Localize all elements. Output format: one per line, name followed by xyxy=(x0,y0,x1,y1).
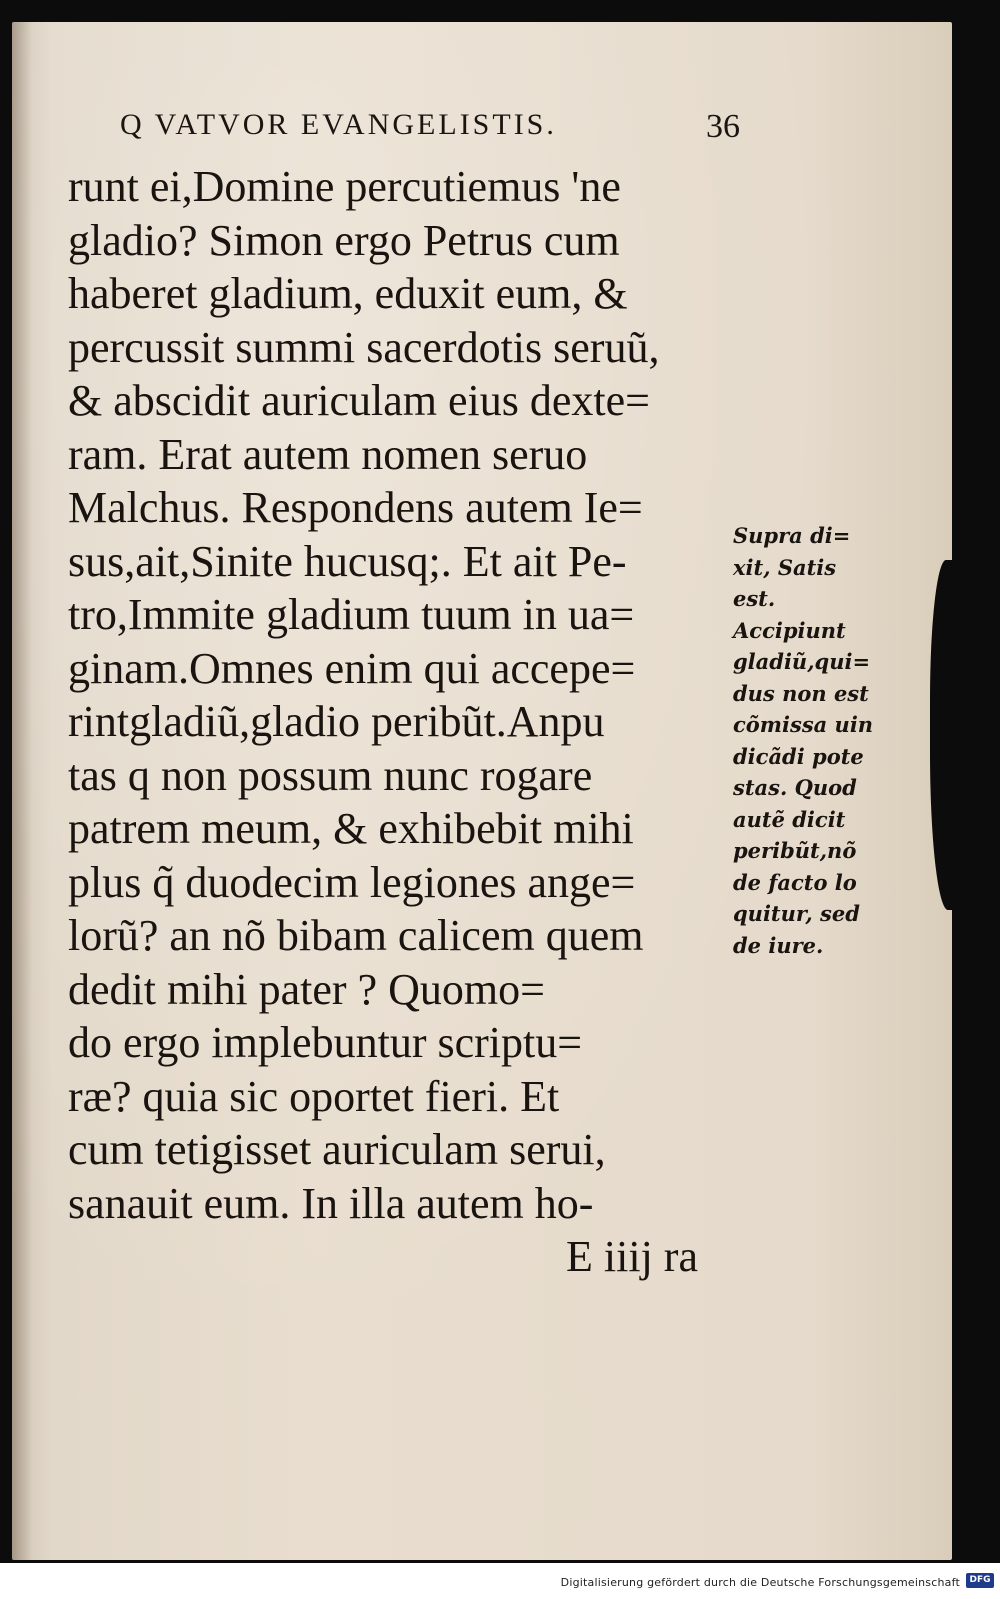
text-line: rintgladiũ,gladio peribũt.Anpu xyxy=(68,697,605,746)
text-line: patrem meum, & exhibebit mihi xyxy=(68,804,634,853)
marginal-note-line: de facto lo xyxy=(733,869,857,895)
text-line: ræ? quia sic oportet fieri. Et xyxy=(68,1071,560,1121)
text-line: lorũ? an nõ bibam calicem quem xyxy=(68,911,644,960)
marginal-note-line: autẽ dicit xyxy=(733,806,846,832)
text-line: & abscidit auriculam eius dexte= xyxy=(68,376,650,425)
text-line: tas q non possum nunc rogare xyxy=(68,750,593,800)
text-line: ram. Erat autem nomen seruo xyxy=(68,429,588,479)
marginal-note-line: gladiũ,qui= xyxy=(733,649,871,674)
running-head: Q VATVOR EVANGELISTIS. xyxy=(120,108,557,141)
page-gutter-shadow xyxy=(12,22,32,1560)
marginal-note-line: xit, Satis xyxy=(733,554,837,580)
marginal-note-line: stas. Quod xyxy=(733,775,857,800)
marginal-note-line: Supra di= xyxy=(733,523,851,548)
catchword: E iiij ra xyxy=(566,1232,698,1281)
marginal-note-line: peribũt,nõ xyxy=(733,838,857,863)
marginal-note-line: dus non est xyxy=(733,680,869,706)
page-damage xyxy=(930,560,970,910)
text-line: Malchus. Respondens autem Ie= xyxy=(68,483,643,532)
footer-bar xyxy=(0,1563,1000,1599)
text-line: sanauit eum. In illa autem ho- xyxy=(68,1178,594,1228)
text-line: sus,ait,Sinite hucusq;. Et ait Pe- xyxy=(68,536,627,586)
text-line: cum tetigisset auriculam serui, xyxy=(68,1125,606,1174)
marginal-note-line: cõmissa uin xyxy=(733,712,874,737)
marginal-note-line: dicãdi pote xyxy=(733,743,864,769)
marginal-note-line: est. xyxy=(733,586,776,611)
text-line: percussit summi sacerdotis seruũ, xyxy=(68,322,660,372)
dfg-logo: DFG xyxy=(966,1573,994,1588)
text-line: tro,Immite gladium tuum in ua= xyxy=(68,590,635,639)
text-line: gladio? Simon ergo Petrus cum xyxy=(68,215,620,265)
body-text xyxy=(68,160,728,1284)
text-line: dedit mihi pater ? Quomo= xyxy=(68,964,545,1014)
marginal-note-line: Accipiunt xyxy=(733,617,846,643)
text-line: plus q̃ duodecim legiones ange= xyxy=(68,857,636,907)
folio-number: 36 xyxy=(706,108,740,145)
page-header xyxy=(120,108,740,146)
marginal-note xyxy=(733,520,893,961)
marginal-note-line: de iure. xyxy=(733,932,824,958)
funding-note: Digitalisierung gefördert durch die Deutsche Forschungsgemeinschaft xyxy=(560,1576,960,1589)
text-line: do ergo implebuntur scriptu= xyxy=(68,1018,583,1067)
text-line: runt ei,Domine percutiemus 'ne xyxy=(68,162,621,211)
text-line: haberet gladium, eduxit eum, & xyxy=(68,269,628,318)
marginal-note-line: quitur, sed xyxy=(733,901,860,926)
text-line: ginam.Omnes enim qui accepe= xyxy=(68,643,636,693)
